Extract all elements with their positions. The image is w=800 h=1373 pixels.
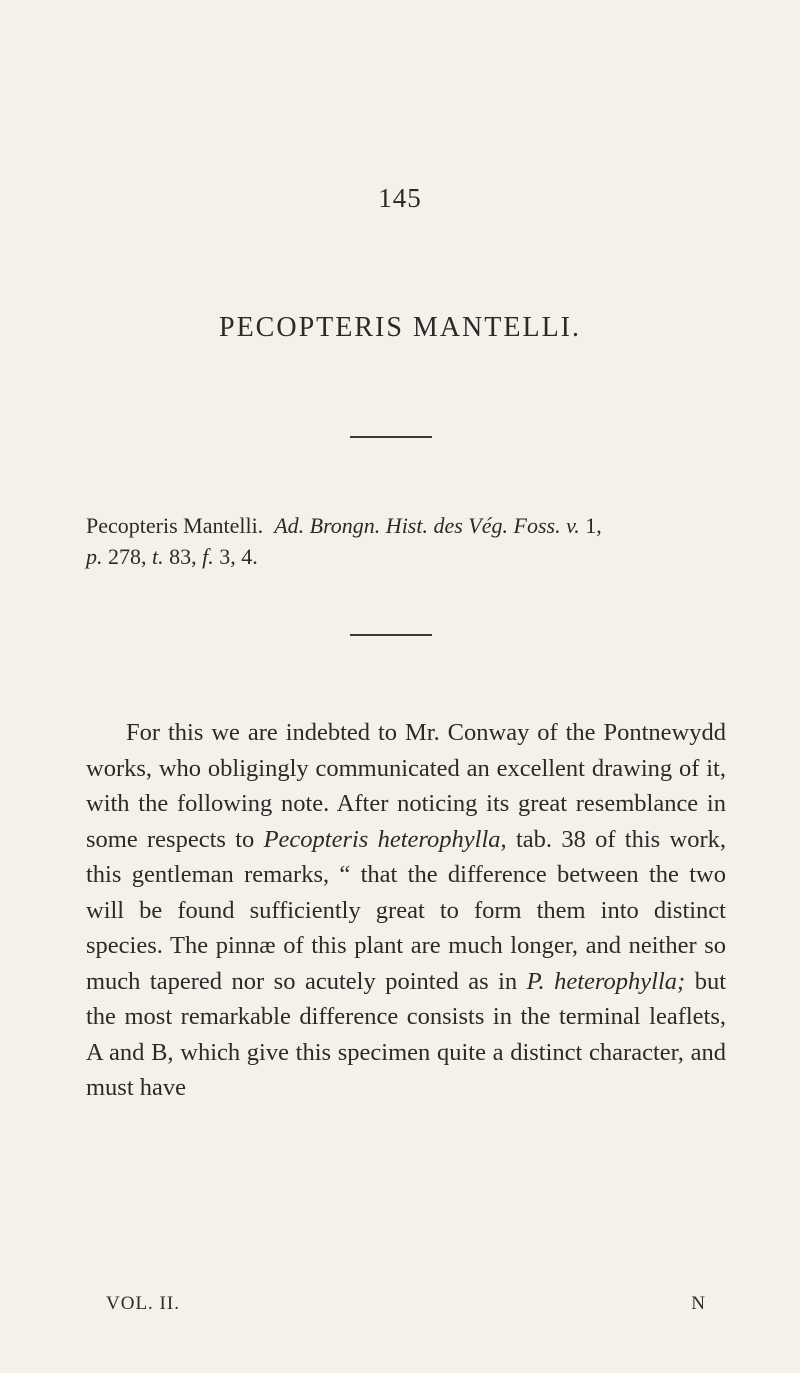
- citation-line-1: [86, 510, 726, 541]
- divider-rule-top: [350, 436, 432, 438]
- body-italic-2: P. heterophylla;: [526, 967, 686, 995]
- page-title: PECOPTERIS MANTELLI.: [219, 312, 581, 343]
- citation-line-2: [86, 541, 726, 572]
- citation-figs: 3, 4.: [219, 544, 258, 569]
- citation-tab: 83,: [169, 544, 197, 569]
- citation-name: Pecopteris Mantelli.: [86, 513, 264, 538]
- volume-label: VOL. II.: [106, 1293, 180, 1314]
- body-paragraph: [86, 715, 726, 1106]
- body-segment-2: , tab. 38 of this work, this gentleman remarks, “ that the difference between the two will be found sufficiently great to form them into distinct species. The pinnæ of this plant are much longer, and neither so much tapered nor so acutely pointed as in: [86, 825, 726, 995]
- citation-volume: 1,: [585, 513, 602, 538]
- citation-t-label: t.: [152, 544, 164, 569]
- signature-mark: N: [691, 1293, 706, 1314]
- divider-rule-bottom: [350, 634, 432, 636]
- body-italic-1: Pecopteris heterophylla: [263, 825, 501, 853]
- citation-p-label: p.: [86, 544, 103, 569]
- page-number: 145: [378, 183, 422, 213]
- body-text: [86, 715, 726, 1106]
- body-segment-1: For this we are indebted to Mr. Conway of the Pontnewydd works, who obligingly communicated an excellent drawing of it, with the following note. After noticing its great resemblance in some respects to: [86, 719, 726, 853]
- citation-source: Ad. Brongn. Hist. des Vég. Foss. v.: [274, 513, 580, 538]
- body-segment-3: but the most remarkable difference consists in the terminal leaflets, A and B, which give this specimen quite a distinct character, and must have: [86, 967, 726, 1101]
- citation: [86, 510, 726, 572]
- citation-f-label: f.: [202, 544, 214, 569]
- citation-page: 278,: [108, 544, 147, 569]
